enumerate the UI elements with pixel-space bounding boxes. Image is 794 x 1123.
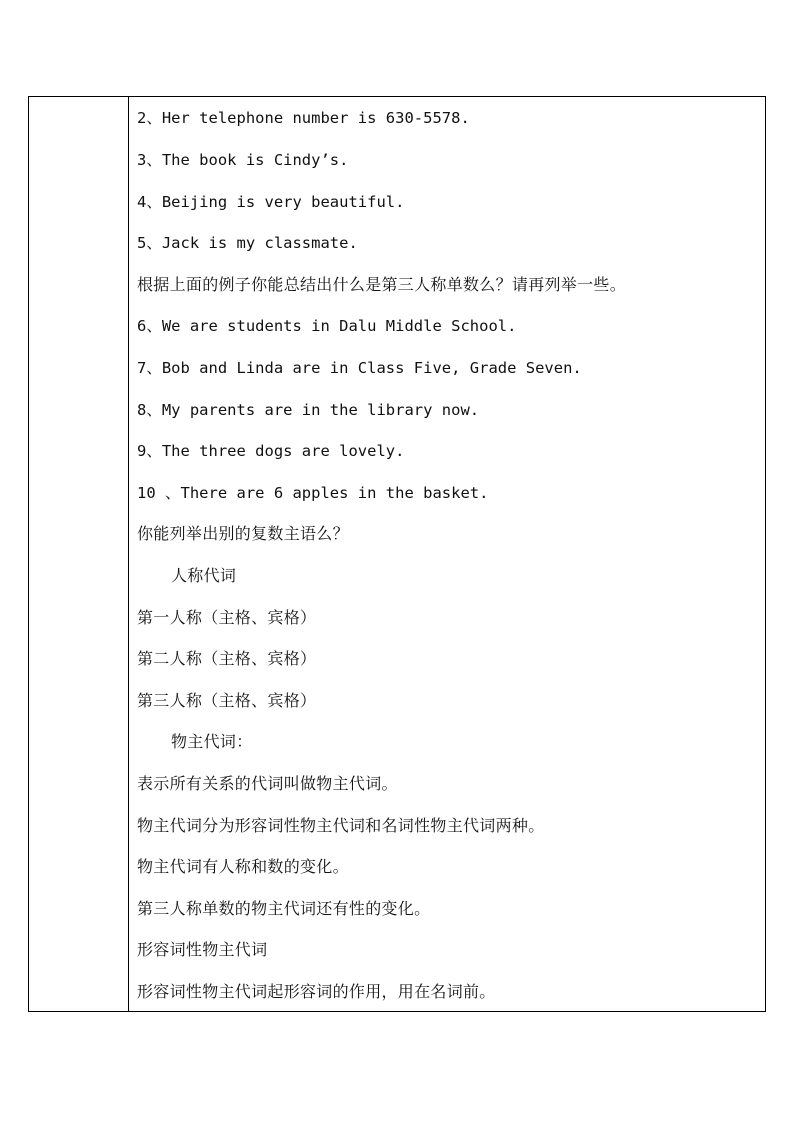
- question-plural-subject: 你能列举出别的复数主语么？: [137, 524, 349, 543]
- example-sentence-10: 10 、There are 6 apples in the basket.: [137, 484, 489, 502]
- example-sentence-6: 6、We are students in Dalu Middle School.: [137, 317, 517, 335]
- example-sentence-8: 8、My parents are in the library now.: [137, 401, 480, 419]
- example-sentence-9: 9、The three dogs are lovely.: [137, 442, 405, 460]
- example-sentence-7: 7、Bob and Linda are in Class Five, Grade Seven.: [137, 359, 582, 377]
- adjective-possessive-usage: 形容词性物主代词起形容词的作用，用在名词前。: [137, 982, 496, 1001]
- first-person-line: 第一人称（主格、宾格）: [137, 608, 317, 627]
- example-sentence-3: 3、The book is Cindy’s.: [137, 151, 349, 169]
- table-left-column: [29, 97, 129, 1011]
- possessive-definition: 表示所有关系的代词叫做物主代词。: [137, 774, 398, 793]
- example-sentence-4: 4、Beijing is very beautiful.: [137, 193, 405, 211]
- third-person-line: 第三人称（主格、宾格）: [137, 691, 317, 710]
- possessive-changes: 物主代词有人称和数的变化。: [137, 857, 349, 876]
- example-sentence-5: 5、Jack is my classmate.: [137, 234, 358, 252]
- example-sentence-2: 2、Her telephone number is 630-5578.: [137, 109, 470, 127]
- heading-personal-pronouns: 人称代词: [171, 566, 237, 585]
- heading-possessive-pronouns: 物主代词：: [171, 732, 253, 751]
- possessive-gender: 第三人称单数的物主代词还有性的变化。: [137, 899, 431, 918]
- second-person-line: 第二人称（主格、宾格）: [137, 649, 317, 668]
- content-table: [28, 96, 766, 1012]
- question-third-person: 根据上面的例子你能总结出什么是第三人称单数么？请再列举一些。: [137, 275, 627, 294]
- table-right-column: [129, 97, 765, 1011]
- heading-adjective-possessive: 形容词性物主代词: [137, 940, 268, 959]
- possessive-types: 物主代词分为形容词性物主代词和名词性物主代词两种。: [137, 816, 545, 835]
